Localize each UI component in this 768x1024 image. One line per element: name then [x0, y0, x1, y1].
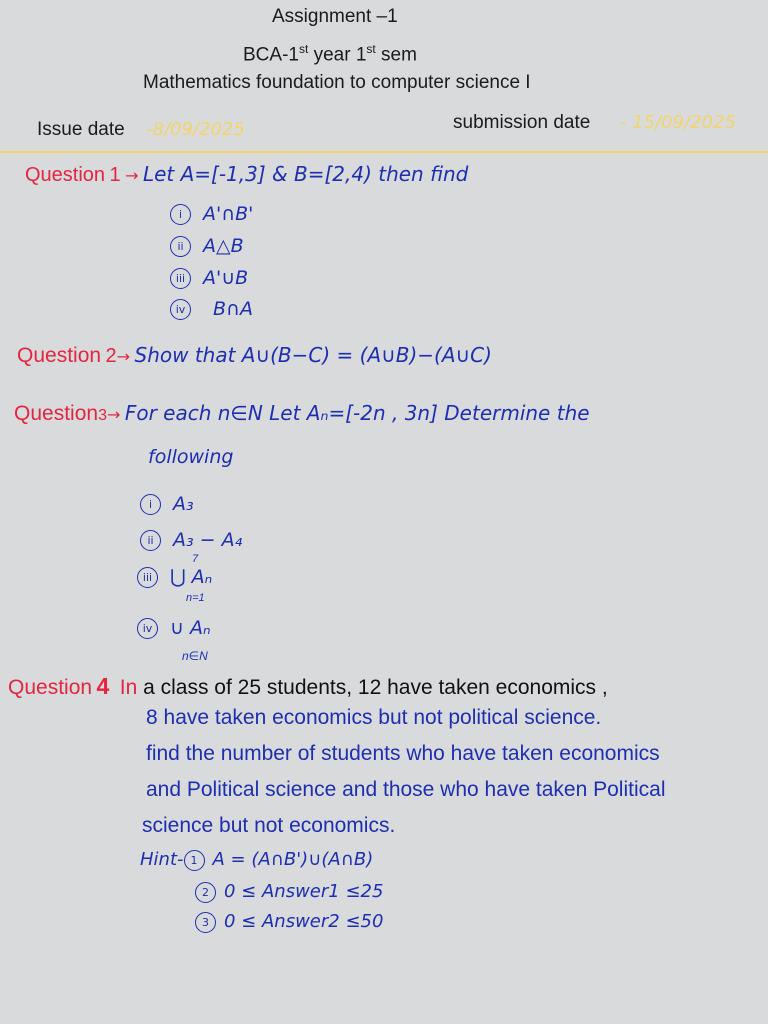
question-3-text-cont: following	[148, 446, 234, 468]
q3-item-3-text: ⋃ Aₙ	[170, 566, 213, 588]
course-name: BCA-1	[243, 44, 299, 66]
assignment-title: Assignment –1	[272, 6, 398, 27]
question-2-label: Question	[17, 344, 102, 367]
question-3-text: For each n∈N Let Aₙ=[-2n , 3n] Determine the	[124, 401, 590, 425]
q3-item-2	[140, 529, 242, 551]
q3-item-1-text: A₃	[173, 493, 194, 515]
question-1-number: 1	[109, 164, 121, 186]
q3-item-1-number: i	[140, 494, 161, 515]
issue-date-value: -8/09/2025	[146, 119, 245, 140]
submission-date-value: - 15/09/2025	[620, 112, 736, 133]
hint-2-number: 2	[195, 882, 216, 903]
hint-1	[140, 849, 373, 871]
hint-3-number: 3	[195, 912, 216, 933]
q1-item-2	[170, 235, 244, 257]
q3-item-4	[137, 617, 211, 639]
question-1-text: Let A=[-1,3] & B=[2,4) then find	[142, 162, 469, 186]
q3-item-4-number: iv	[137, 618, 158, 639]
q3-item-3	[137, 566, 212, 588]
question-3-label: Question	[14, 402, 99, 425]
question-4-line-3: find the number of students who have taken economics	[146, 742, 660, 765]
arrow-icon: →	[106, 405, 121, 424]
arrow-icon: →	[116, 347, 131, 366]
question-1	[25, 162, 468, 187]
hint-2-text: 0 ≤ Answer1 ≤25	[224, 881, 384, 902]
course-line	[243, 42, 417, 66]
question-2-text: Show that A∪(B−C) = (A∪B)−(A∪C)	[134, 343, 492, 367]
q1-item-4-number: iv	[170, 299, 191, 320]
q3-item-4-text: ∪ Aₙ	[170, 617, 211, 639]
question-4	[8, 673, 608, 700]
question-4-text-start: In	[119, 676, 138, 699]
q1-item-4	[170, 298, 253, 320]
q3-item-3-lower-limit: n=1	[186, 592, 205, 604]
q1-item-1	[170, 203, 253, 225]
q1-item-3	[170, 267, 248, 289]
hint-3-text: 0 ≤ Answer2 ≤50	[224, 911, 384, 932]
q1-item-4-text: B∩A	[213, 298, 253, 320]
q3-item-4-lower-limit: n∈N	[182, 649, 208, 663]
question-4-line-4: and Political science and those who have taken Political	[146, 778, 666, 801]
course-year: year 1	[308, 44, 367, 66]
hint-label: Hint-	[140, 849, 184, 870]
question-2	[17, 343, 492, 368]
question-3	[14, 401, 590, 426]
question-1-label: Question	[25, 164, 106, 186]
q1-item-2-text: A△B	[203, 235, 244, 257]
q1-item-2-number: ii	[170, 236, 191, 257]
q1-item-3-text: A'∪B	[203, 267, 249, 289]
q1-item-1-number: i	[170, 204, 191, 225]
course-sem: sem	[375, 44, 417, 66]
question-4-line-1: a class of 25 students, 12 have taken economics ,	[137, 676, 608, 699]
arrow-icon: →	[125, 166, 139, 185]
question-3-number: 3	[98, 407, 107, 424]
q1-item-1-text: A'∩B'	[203, 203, 254, 225]
hint-1-number: 1	[184, 850, 205, 871]
subject-title: Mathematics foundation to computer science I	[143, 72, 531, 93]
issue-date-label: Issue date	[37, 119, 125, 140]
question-4-number: 4	[96, 673, 110, 699]
header-divider	[0, 151, 768, 153]
submission-date-label: submission date	[453, 112, 591, 133]
question-4-line-2: 8 have taken economics but not political science.	[146, 706, 602, 729]
q3-item-2-text: A₃ − A₄	[173, 529, 243, 551]
hint-2	[195, 881, 383, 903]
hint-1-text: A = (A∩B')∪(A∩B)	[212, 849, 374, 870]
question-4-label: Question	[8, 676, 93, 699]
year-sup: st	[366, 42, 376, 56]
q1-item-3-number: iii	[170, 268, 191, 289]
question-2-number: 2	[105, 345, 117, 367]
hint-3	[195, 911, 383, 933]
question-4-line-5: science but not economics.	[142, 814, 396, 837]
q3-item-2-number: ii	[140, 530, 161, 551]
q3-item-1	[140, 493, 194, 515]
q3-item-3-upper-limit: 7	[192, 553, 199, 565]
q3-item-3-number: iii	[137, 567, 158, 588]
course-sup: st	[298, 42, 309, 56]
